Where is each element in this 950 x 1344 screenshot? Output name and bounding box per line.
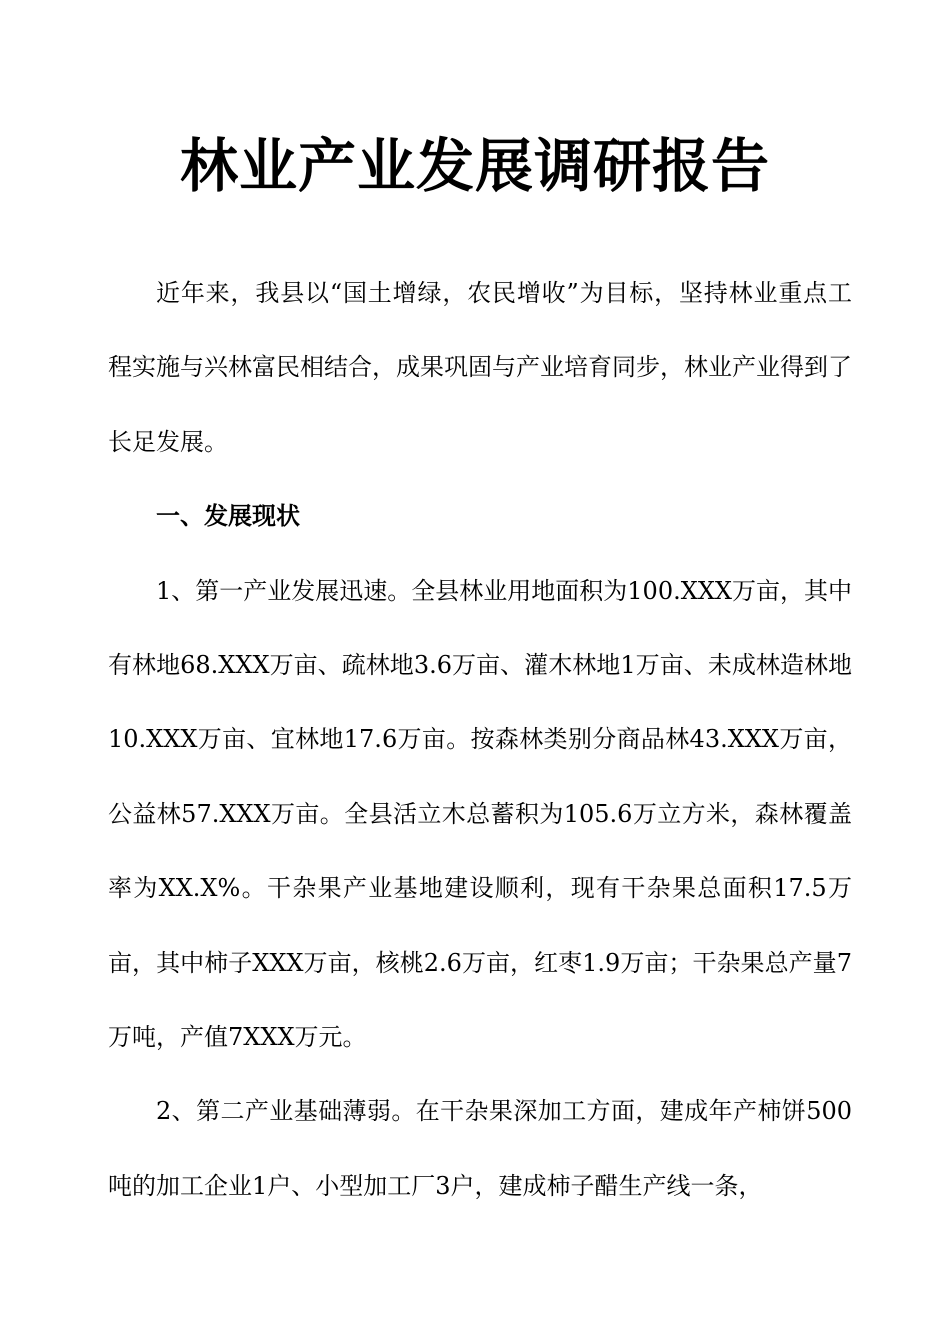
intro-paragraph: 近年来，我县以“国土增绿，农民增收”为目标，坚持林业重点工程实施与兴林富民相结合，成果巩固与产业培育同步，林业产业得到了长足发展。 <box>108 279 852 456</box>
document-title: 林业产业发展调研报告 <box>179 132 770 200</box>
paragraph-primary-industry: 1、第一产业发展迅速。全县林业用地面积为100.XXX万亩，其中有林地68.XXX万亩、疏林地3.6万亩、灌木林地1万亩、未成林造林地10.XXX万亩、宜林地17.6万亩。按森林类别分商品林43.XXX万亩，公益林57.XXX万亩。全县活立木总蓄积为105.6万立方米，森林覆盖率为XX.X%。干杂果产业基地建设顺利，现有干杂果总面积17.5万亩，其中柿子XXX万亩，核桃2.6万亩，红枣1.9万亩；干杂果总产量7万吨，产值7XXX万元。 <box>108 576 852 1052</box>
document-body <box>108 256 852 1223</box>
section-heading: 一、发展现状 <box>156 502 300 531</box>
paragraph-secondary-industry: 2、第二产业基础薄弱。在干杂果深加工方面，建成年产柿饼500吨的加工企业1户、小型加工厂3户，建成柿子醋生产线一条， <box>108 1097 852 1200</box>
